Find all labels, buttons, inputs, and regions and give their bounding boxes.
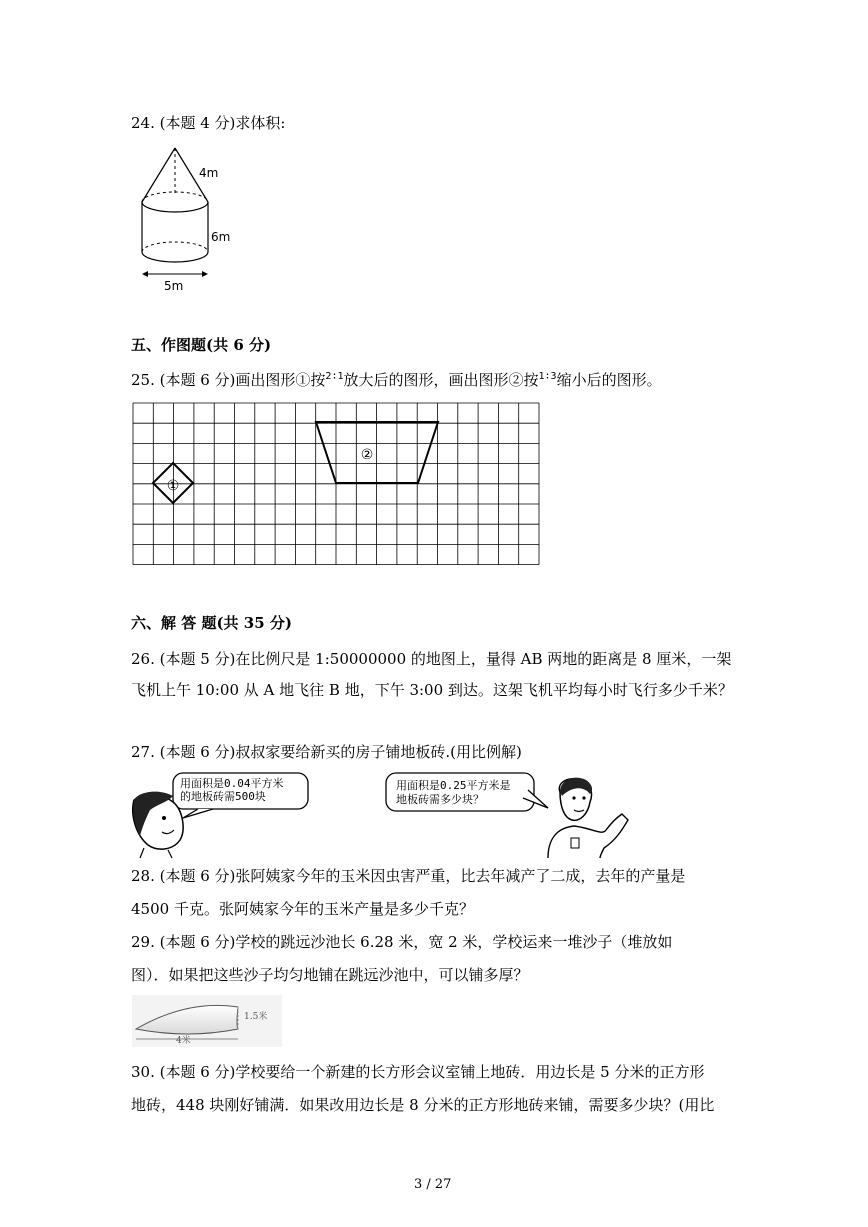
section-5-title: 五、作图题(共 6 分) bbox=[131, 336, 272, 354]
q30-line1: 30. (本题 6 分)学校要给一个新建的长方形会议室铺上地砖．用边长是 5 分米的正方形 bbox=[131, 1063, 705, 1081]
q26-line1: 26. (本题 5 分)在比例尺是 1:50000000 的地图上，量得 AB 两地的距离是 8 厘米，一架 bbox=[131, 650, 732, 668]
q25-ratio2: 1∶3 bbox=[538, 371, 557, 382]
q28-line1: 28. (本题 6 分)张阿姨家今年的玉米因虫害严重，比去年减产了二成，去年的产量是 bbox=[131, 867, 686, 885]
cone-cylinder-figure bbox=[128, 140, 248, 295]
figure-2-label: ② bbox=[360, 447, 374, 463]
drawing-grid bbox=[132, 402, 544, 568]
cylinder-height-label: 6m bbox=[211, 230, 231, 244]
bubble-left-line1: 用面积是0.04平方米 bbox=[180, 777, 284, 790]
q25-ratio1: 2∶1 bbox=[325, 371, 344, 382]
q29-line2: 图）．如果把这些沙子均匀地铺在跳远沙池中，可以铺多厚？ bbox=[131, 966, 529, 984]
q25-after: 缩小后的图形。 bbox=[556, 371, 662, 389]
cone-height-label: 4m bbox=[199, 166, 219, 180]
sand-pile-figure bbox=[132, 995, 282, 1047]
q25-mid: 放大后的图形，画出图形②按 bbox=[343, 371, 539, 389]
q29-line1: 29. (本题 6 分)学校的跳远沙池长 6.28 米，宽 2 米，学校运来一堆沙子（堆放如 bbox=[131, 933, 673, 951]
bubble-right-line2: 地板砖需多少块？ bbox=[396, 793, 484, 806]
sand-height-label: 1.5米 bbox=[244, 1012, 268, 1022]
q27-text: 27. (本题 6 分)叔叔家要给新买的房子铺地板砖.(用比例解) bbox=[131, 743, 522, 761]
q28-line2: 4500 千克。张阿姨家今年的玉米产量是多少千克？ bbox=[131, 900, 474, 918]
sand-width-label: 4米 bbox=[176, 1036, 191, 1046]
q30-line2: 地砖，448 块刚好铺满．如果改用边长是 8 分米的正方形地砖来铺，需要多少块？(用比 bbox=[131, 1096, 715, 1114]
boy-icon bbox=[548, 778, 628, 858]
q25-before: 25. (本题 6 分)画出图形①按 bbox=[131, 371, 326, 389]
q26-line2: 飞机上午 10:00 从 A 地飞往 B 地，下午 3:00 到达。这架飞机平均每小时飞行多少千米？ bbox=[131, 681, 733, 699]
figure-1-label: ① bbox=[166, 478, 180, 494]
bubble-left-line2: 的地板砖需500块 bbox=[180, 790, 266, 803]
page-number: 3 / 27 bbox=[414, 1177, 452, 1192]
diameter-label: 5m bbox=[164, 279, 184, 293]
section-6-title: 六、解 答 题(共 35 分) bbox=[131, 614, 292, 632]
q24-text: 24. (本题 4 分)求体积: bbox=[131, 114, 286, 132]
bubble-right-line1: 用面积是0.25平方米是 bbox=[396, 779, 511, 792]
q25-text bbox=[131, 367, 662, 390]
